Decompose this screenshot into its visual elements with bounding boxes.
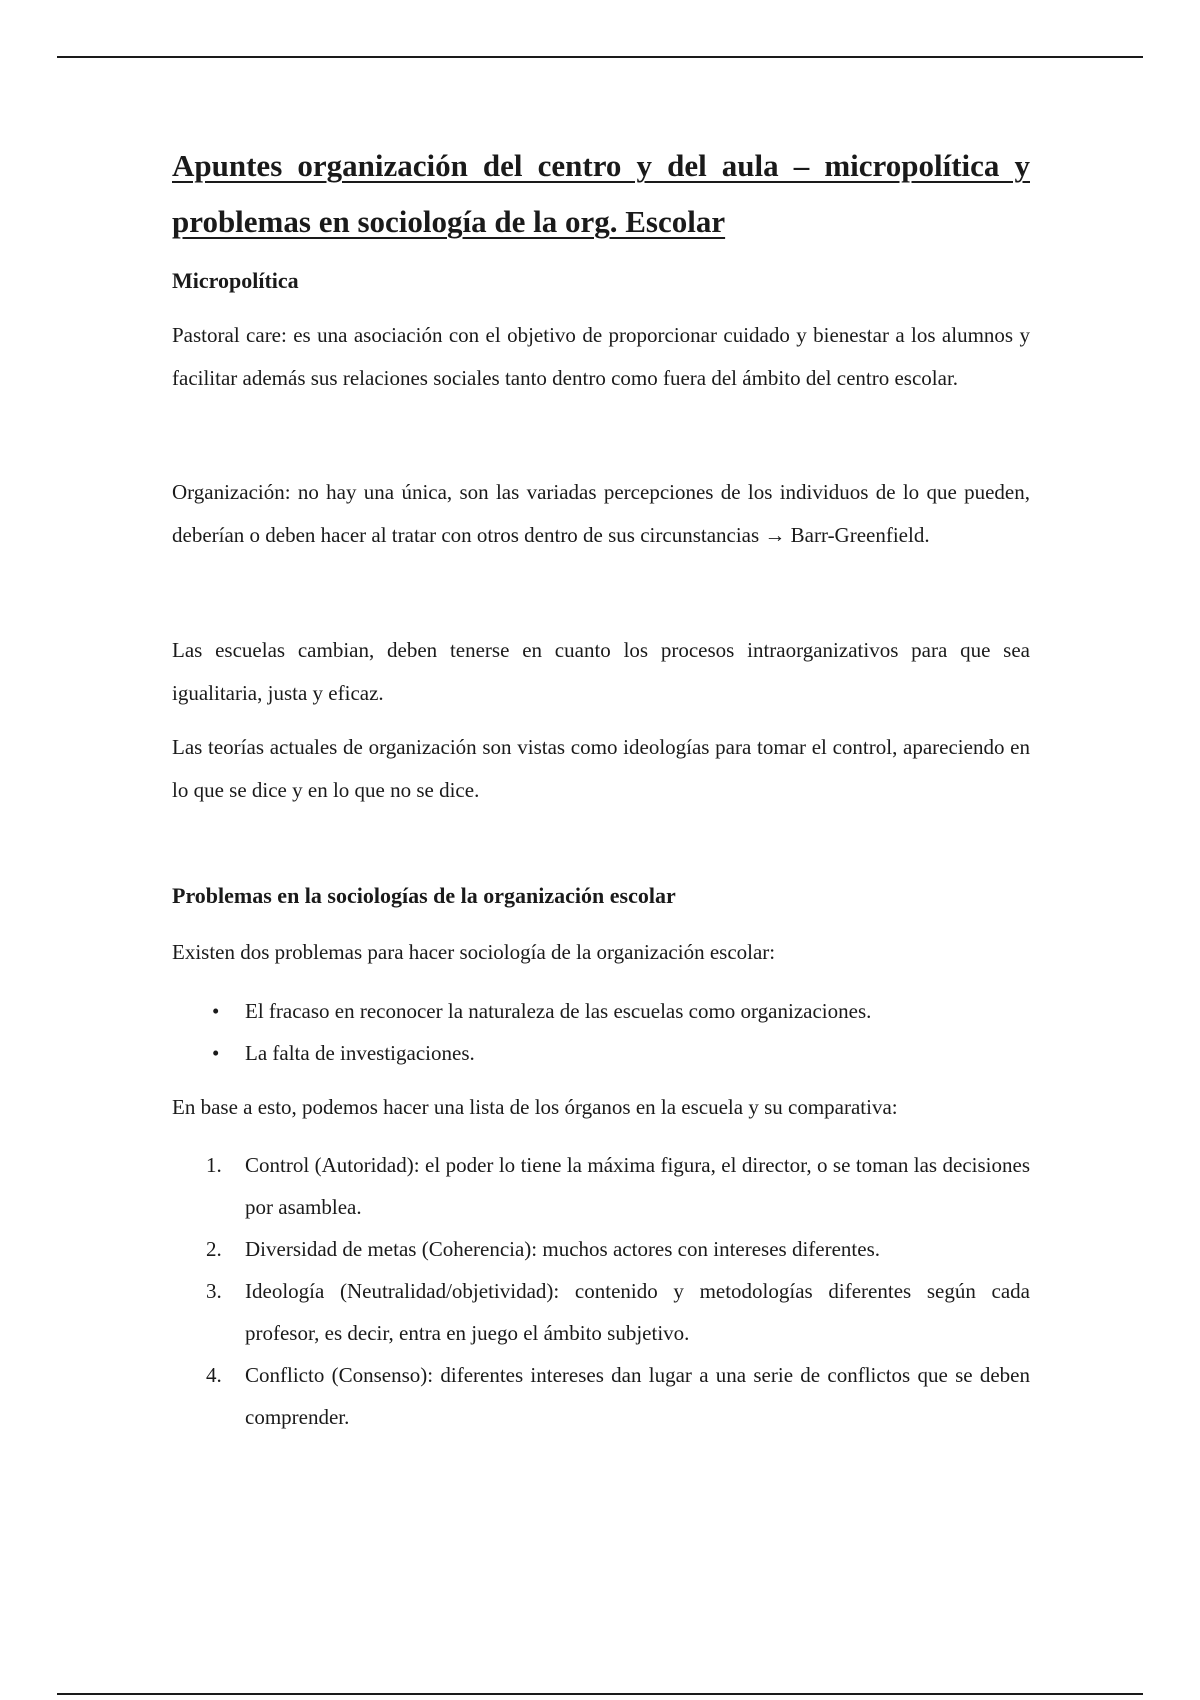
bullet-icon: • [212,1040,220,1065]
numbered-list-item [172,1228,1030,1270]
bullet-text: La falta de investigaciones. [245,1040,475,1065]
numbered-list-item [172,1270,1030,1354]
paragraph-organizacion: Organización: no hay una única, son las variadas percepciones de los individuos de lo que pueden, deberían o deben hacer al tratar con otros dentro de sus circunstancias → Barr-Greenfield. [172,480,1030,547]
bullet-list-item [172,1032,1030,1074]
numbered-list-item [172,1144,1030,1228]
paragraph-existen-problemas: Existen dos problemas para hacer sociología de la organización escolar: [172,940,776,964]
numbered-list-item [172,1354,1030,1438]
document-body [172,138,1030,1438]
footer-rule [57,1693,1143,1695]
list-number: 3. [206,1279,222,1303]
paragraph-teorias-actuales: Las teorías actuales de organización son vistas como ideologías para tomar el control, apareciendo en lo que se dice y en lo que no se dice. [172,735,1030,802]
section-heading-micropolitica: Micropolítica [172,268,299,293]
paragraph-pastoral-care: Pastoral care: es una asociación con el objetivo de proporcionar cuidado y bienestar a los alumnos y facilitar además sus relaciones sociales tanto dentro como fuera del ámbito del centro escolar. [172,323,1030,390]
bullet-list [172,990,1030,1074]
list-item-text: Ideología (Neutralidad/objetividad): contenido y metodologías diferentes según cada profesor, es decir, entra en juego el ámbito subjetivo. [245,1279,1030,1345]
list-number: 4. [206,1363,222,1387]
section-heading-problemas: Problemas en la sociologías de la organización escolar [172,883,676,908]
list-number: 2. [206,1237,222,1261]
list-item-text: Diversidad de metas (Coherencia): muchos actores con intereses diferentes. [245,1237,881,1261]
list-item-text: Conflicto (Consenso): diferentes intereses dan lugar a una serie de conflictos que se deben comprender. [245,1363,1030,1429]
bullet-icon: • [212,998,220,1023]
paragraph-en-base: En base a esto, podemos hacer una lista de los órganos en la escuela y su comparativa: [172,1094,898,1119]
header-rule [57,56,1143,58]
paragraph-escuelas-cambian: Las escuelas cambian, deben tenerse en cuanto los procesos intraorganizativos para que sea igualitaria, justa y eficaz. [172,638,1030,705]
document-title: Apuntes organización del centro y del aula – micropolítica y problemas en sociología de la org. Escolar [172,148,1030,239]
bullet-text: El fracaso en reconocer la naturaleza de las escuelas como organizaciones. [245,998,872,1023]
list-number: 1. [206,1153,222,1177]
list-item-text: Control (Autoridad): el poder lo tiene la máxima figura, el director, o se toman las decisiones por asamblea. [245,1153,1030,1219]
bullet-list-item [172,990,1030,1032]
numbered-list [172,1144,1030,1438]
